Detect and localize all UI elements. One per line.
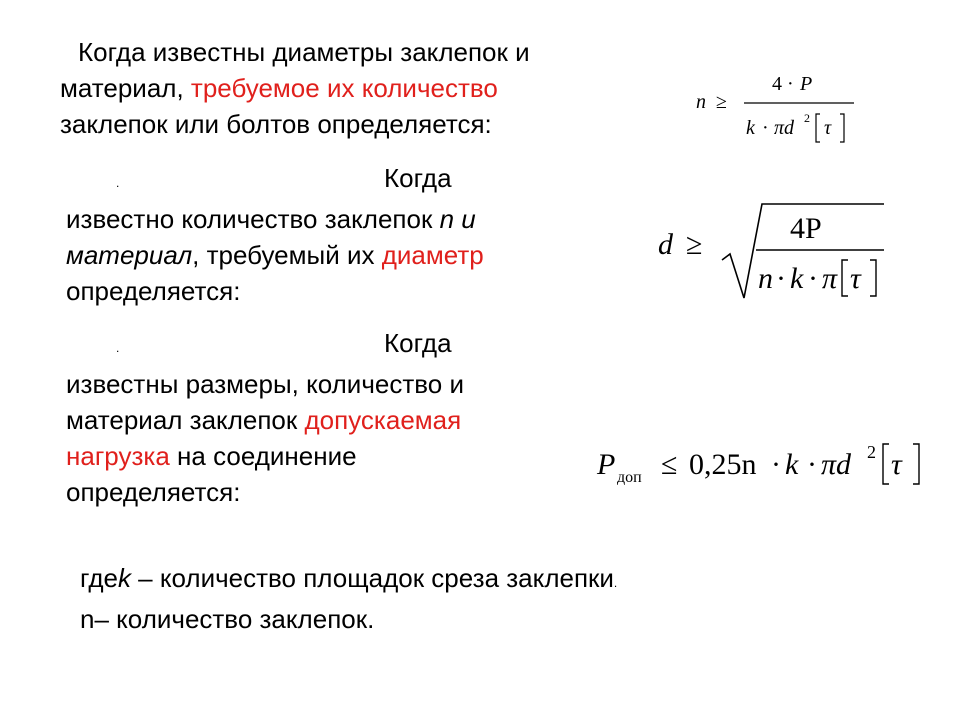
formula-symbol: πd xyxy=(821,448,852,481)
italic-text: k xyxy=(117,563,131,593)
formula-operator: · xyxy=(776,262,786,295)
text-span: , требуемый их xyxy=(192,240,382,270)
formula-subscript: доп xyxy=(617,469,642,486)
formula-symbol: P xyxy=(597,448,616,481)
formula-svg xyxy=(690,58,870,158)
italic-text: материал xyxy=(66,240,193,270)
bracket-right xyxy=(840,114,844,142)
text-line: определяется: xyxy=(66,477,241,507)
text-span: Когда xyxy=(384,163,452,193)
formula-operator: ≤ xyxy=(661,448,678,481)
formula-symbol: 0,25n xyxy=(689,448,757,481)
formula-symbol: d xyxy=(658,228,673,261)
text-span: где xyxy=(80,563,118,593)
formula-symbol: k xyxy=(785,448,799,481)
text-line: Когда известны диаметры заклепок и xyxy=(78,37,530,67)
text-span: – количество площадок среза заклепки xyxy=(130,563,614,593)
text-line xyxy=(66,402,464,438)
formula-rivet-count xyxy=(690,58,870,158)
bracket-right xyxy=(870,260,876,296)
footnote-definitions xyxy=(80,560,617,637)
text-span: материал заклепок xyxy=(66,405,305,435)
trailing-dot: . xyxy=(613,576,618,590)
formula-symbol: k xyxy=(790,262,804,295)
formula-operator: · xyxy=(808,262,818,295)
formula-operator: · xyxy=(787,73,794,95)
text-line: известны размеры, количество и xyxy=(66,369,464,399)
formula-exponent: 2 xyxy=(867,442,876,462)
formula-svg xyxy=(652,190,892,320)
formula-symbol: n xyxy=(758,262,773,295)
formula-operator: · xyxy=(807,448,817,481)
formula-allowable-load xyxy=(595,430,935,500)
text-span: на соединение xyxy=(169,441,357,471)
formula-symbol: 4P xyxy=(790,212,822,245)
paragraph-rivet-diameter xyxy=(66,160,484,309)
text-line xyxy=(66,160,484,201)
italic-text: n и xyxy=(439,204,476,234)
formula-symbol: k xyxy=(746,117,755,139)
text-line xyxy=(60,70,530,106)
formula-symbol: πd xyxy=(774,117,795,139)
text-line: n– количество заклепок. xyxy=(80,604,375,634)
highlighted-text: требуемое их количество xyxy=(190,73,498,103)
formula-symbol: P xyxy=(800,73,813,95)
bracket-right xyxy=(913,444,919,484)
formula-symbol: n xyxy=(696,91,706,113)
formula-operator: · xyxy=(771,448,781,481)
text-span: материал, xyxy=(60,73,191,103)
highlighted-text: диаметр xyxy=(381,240,484,270)
formula-svg xyxy=(595,430,935,500)
formula-symbol: τ xyxy=(824,117,832,139)
formula-operator: ≥ xyxy=(686,228,703,261)
text-line: заклепок или болтов определяется: xyxy=(60,109,492,139)
text-line xyxy=(66,325,464,366)
text-line xyxy=(80,560,617,601)
formula-exponent: 2 xyxy=(804,111,810,125)
text-line xyxy=(66,201,484,237)
bracket-left xyxy=(816,114,820,142)
formula-operator: ≥ xyxy=(716,91,727,113)
paragraph-allowable-load xyxy=(66,325,464,510)
formula-symbol: τ xyxy=(850,262,861,295)
bullet-dot: . xyxy=(116,176,120,190)
formula-rivet-diameter xyxy=(652,190,892,320)
bracket-left xyxy=(883,444,889,484)
formula-symbol: 4 xyxy=(772,73,782,95)
text-line xyxy=(66,237,484,273)
highlighted-text: нагрузка xyxy=(66,441,170,471)
paragraph-rivet-count xyxy=(60,34,530,142)
formula-operator: · xyxy=(762,117,769,139)
bullet-dot: . xyxy=(116,341,120,355)
text-line: определяется: xyxy=(66,276,241,306)
formula-symbol: τ xyxy=(891,448,902,481)
text-span: Когда xyxy=(384,328,452,358)
text-line xyxy=(66,438,464,474)
bracket-left xyxy=(842,260,848,296)
highlighted-text: допускаемая xyxy=(304,405,462,435)
text-span: известно количество заклепок xyxy=(66,204,440,234)
formula-symbol: π xyxy=(822,262,838,295)
